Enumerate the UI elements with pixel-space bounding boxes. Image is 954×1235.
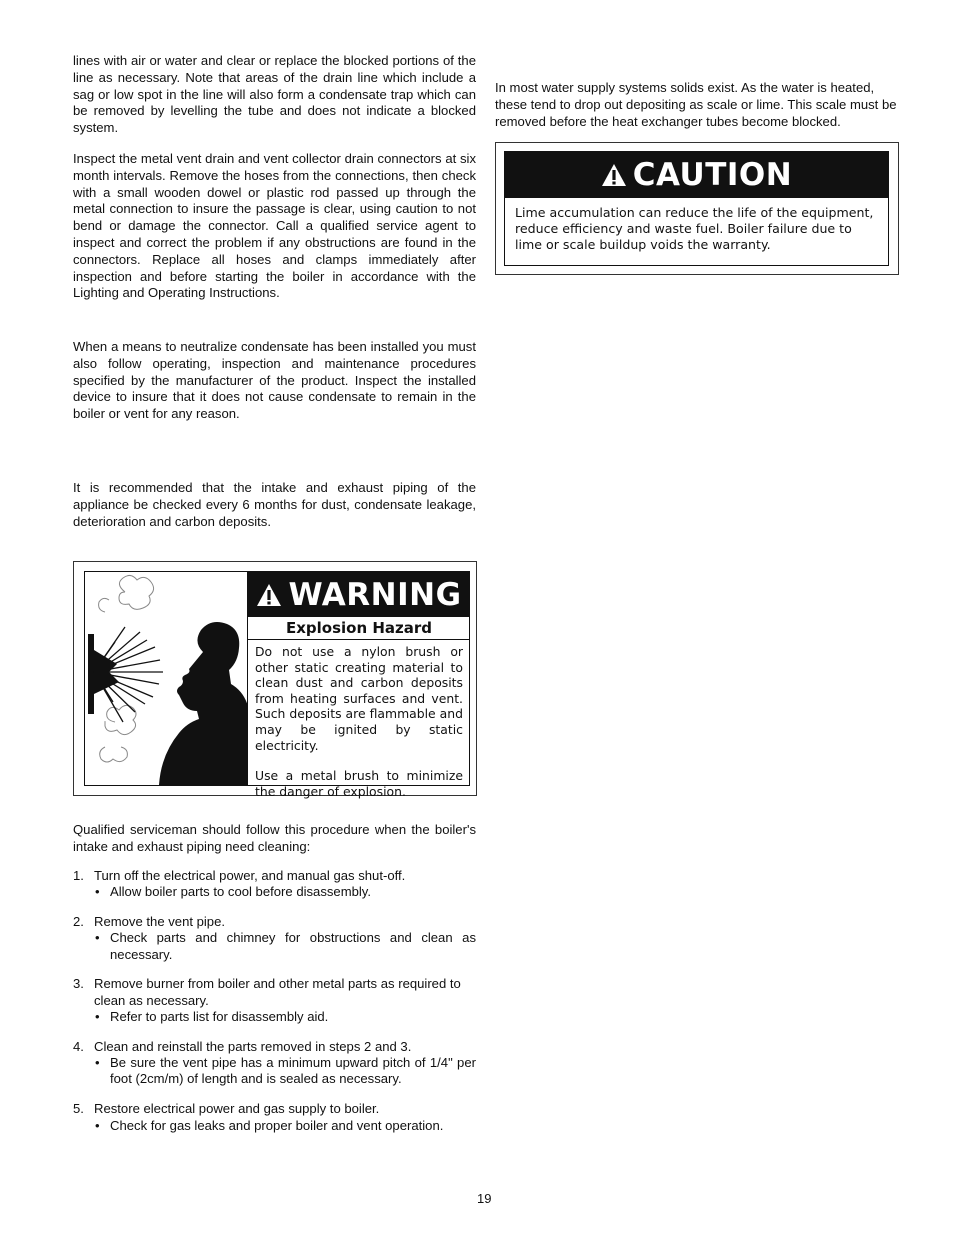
warning-header — [248, 572, 470, 617]
step-number: 5. — [73, 1101, 84, 1117]
paragraph-water-scale: In most water supply systems solids exist. As the water is heated, these tend to drop out depositing as scale or lime. This scale must be removed before the heat exchanger tubes become blocked. — [495, 80, 897, 129]
list-item — [73, 914, 476, 963]
paragraph-vent-drain-inspection: Inspect the metal vent drain and vent collector drain connectors at six month intervals. Remove the hoses from the connections, then check with a small wooden dowel or plastic rod passed up through the metal connection to insure the passage is clear, using caution to not bend or damage the connector. Call a qualified service agent to inspect and correct the problem if any obstructions are found in the connectors. Replace all hoses and clamps immediately after inspection and before starting the boiler in accordance with the Lighting and Operating Instructions. — [73, 151, 476, 301]
step-text: Remove burner from boiler and other metal parts as required to clean as necessary. — [94, 976, 461, 1008]
warning-box-inner — [84, 571, 470, 799]
exclamation-triangle-icon — [256, 583, 282, 607]
step-bullet: Check parts and chimney for obstructions and clean as necessary. — [110, 930, 476, 962]
step-text: Turn off the electrical power, and manual gas shut-off. — [94, 868, 406, 883]
step-bullet: Allow boiler parts to cool before disassembly. — [110, 884, 372, 900]
list-item — [73, 868, 476, 901]
list-item — [73, 1039, 476, 1088]
cleaning-steps-list — [73, 868, 476, 1147]
paragraph-condensate-neutralizer: When a means to neutralize condensate has been installed you must also follow operating, inspection and maintenance procedures specified by the manufacturer of the product. Inspect the installed device to insure that it does not cause condensate to remain in the boiler or vent for any reason. — [73, 339, 476, 422]
step-text: Remove the vent pipe. — [94, 914, 226, 930]
exclamation-triangle-icon — [601, 163, 627, 187]
step-bullet: Check for gas leaks and proper boiler and vent operation. — [110, 1117, 444, 1133]
paragraph-procedure-intro: Qualified serviceman should follow this procedure when the boiler's intake and exhaust piping need cleaning: — [73, 822, 476, 854]
caution-box-inner — [504, 151, 889, 266]
step-bullet: Refer to parts list for disassembly aid. — [110, 1009, 329, 1025]
warning-box — [73, 561, 477, 799]
step-number: 1. — [73, 868, 84, 883]
caution-box — [495, 142, 899, 275]
caution-title: CAUTION — [632, 157, 793, 193]
step-text: Clean and reinstall the parts removed in steps 2 and 3. — [94, 1038, 412, 1054]
warning-text: Do not use a nylon brush or other static creating material to clean dust and carbon deposits from heating surfaces and vent. Such deposits are flammable and may be ignited by static electricity. — [255, 644, 463, 753]
bullet-icon: • — [95, 1117, 100, 1133]
bullet-icon: • — [95, 1055, 100, 1071]
caution-text: Lime accumulation can reduce the life of the equipment, reduce efficiency and waste fuel. Boiler failure due to lime or scale buildup voids the warranty. — [515, 205, 874, 252]
explosion-illustration — [85, 572, 247, 785]
step-bullet: Be sure the vent pipe has a minimum upward pitch of 1/4" per foot (2cm/m) of length and is sealed as necessary. — [110, 1055, 476, 1087]
step-number: 2. — [73, 914, 84, 930]
paragraph-drain-lines: lines with air or water and clear or replace the blocked portions of the line as necessary. Note that areas of the drain line which include a sag or low spot in the line will also form a condensate trap which can be removed by levelling the tube and does not indicate a blocked system. — [73, 53, 476, 136]
warning-title: WARNING — [288, 576, 462, 613]
bullet-icon: • — [95, 1009, 100, 1025]
caution-header — [505, 152, 888, 198]
bullet-icon: • — [95, 884, 100, 900]
list-item — [73, 976, 476, 1025]
warning-subtitle: Explosion Hazard — [248, 617, 470, 640]
page-number: 19 — [477, 1191, 492, 1206]
warning-panel — [247, 572, 470, 799]
step-number: 4. — [73, 1038, 84, 1054]
bullet-icon: • — [95, 930, 100, 946]
step-text: Restore electrical power and gas supply to boiler. — [94, 1101, 380, 1117]
paragraph-piping-check: It is recommended that the intake and exhaust piping of the appliance be checked every 6 months for dust, condensate leakage, deterioration and carbon deposits. — [73, 480, 476, 529]
list-item — [73, 1101, 476, 1134]
step-number: 3. — [73, 976, 84, 992]
warning-text-metal-brush: Use a metal brush to minimize the danger of explosion. — [255, 768, 463, 799]
